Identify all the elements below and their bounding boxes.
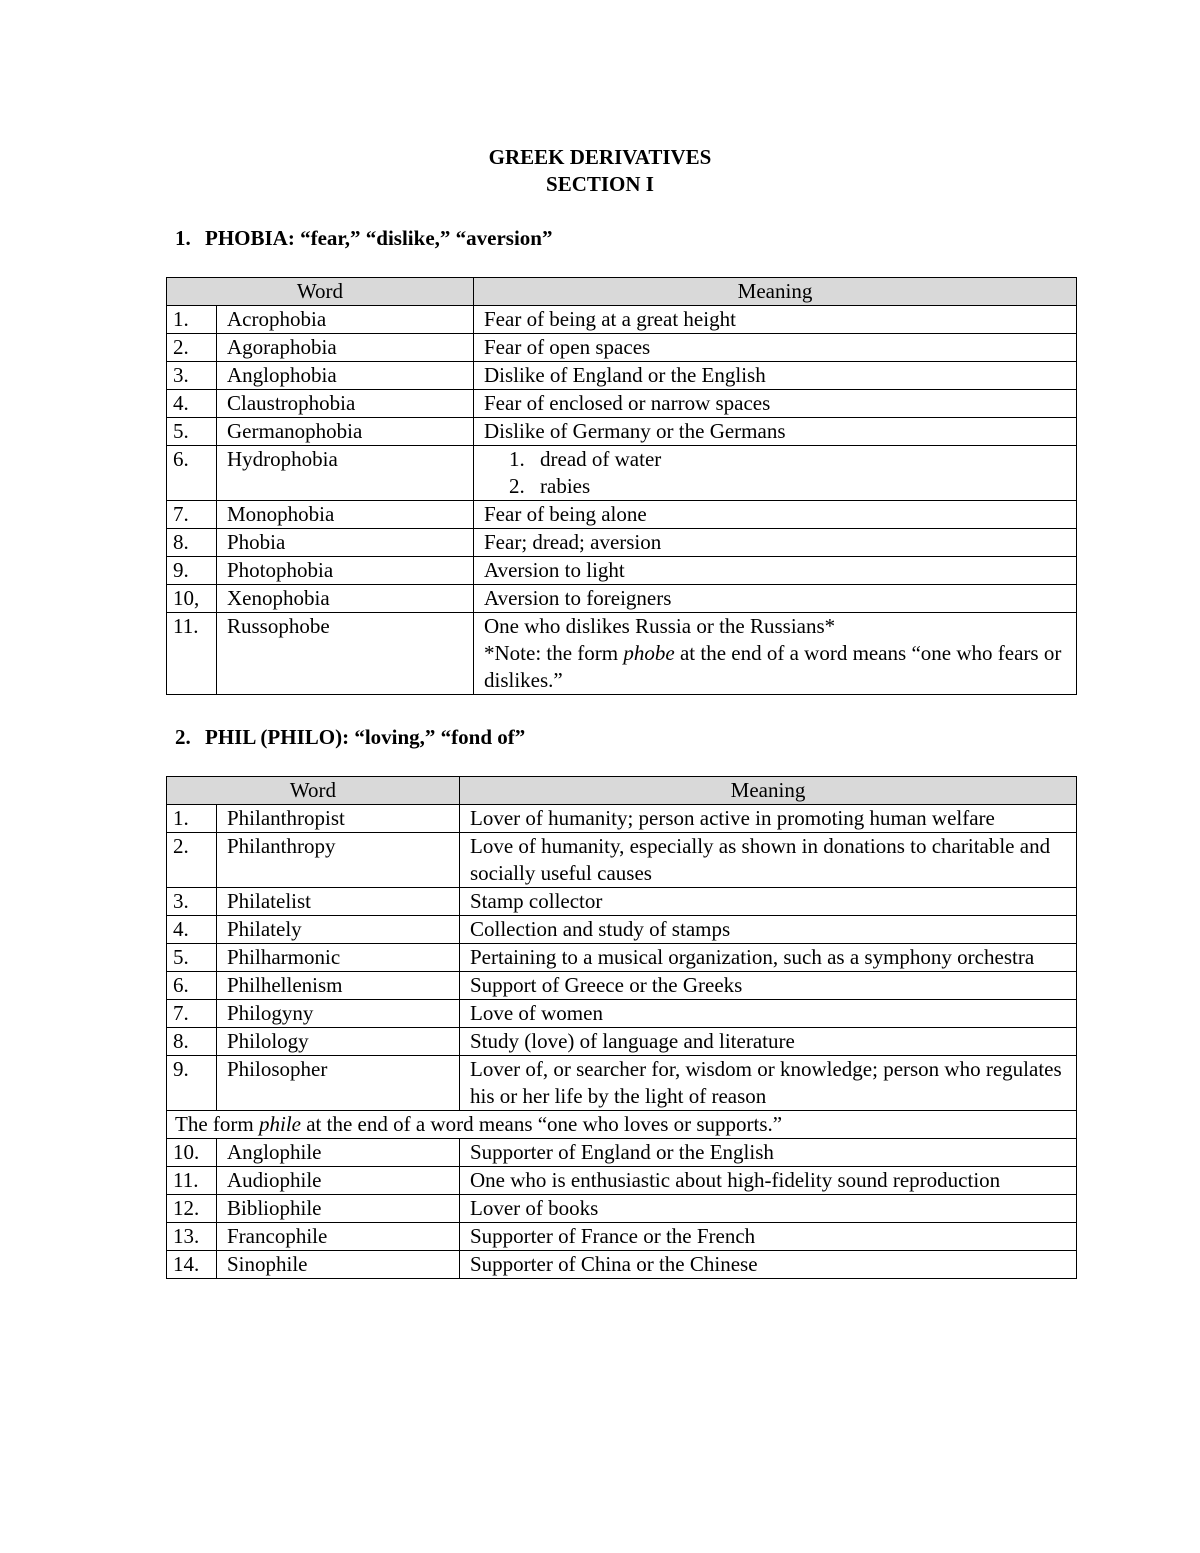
row-number: 4. — [167, 390, 217, 418]
table-row — [167, 1223, 1077, 1251]
row-meaning: Support of Greece or the Greeks — [460, 972, 1077, 1000]
row-meaning: Love of women — [460, 1000, 1077, 1028]
row-meaning: Love of humanity, especially as shown in donations to charitable and socially useful causes — [460, 833, 1077, 888]
table-row — [167, 916, 1077, 944]
row-meaning — [474, 585, 1077, 613]
row-word: Philanthropist — [217, 805, 460, 833]
table-row — [167, 972, 1077, 1000]
row-meaning — [474, 557, 1077, 585]
section-title: PHOBIA: “fear,” “dislike,” “aversion” — [205, 226, 553, 250]
row-meaning: Supporter of France or the French — [460, 1223, 1077, 1251]
row-meaning: Lover of humanity; person active in promoting human welfare — [460, 805, 1077, 833]
row-word: Russophobe — [217, 613, 474, 695]
meaning-text: Dislike of Germany or the Germans — [484, 419, 786, 443]
table-row — [167, 446, 1077, 501]
row-meaning: Study (love) of language and literature — [460, 1028, 1077, 1056]
row-word: Philosopher — [217, 1056, 460, 1111]
row-number: 8. — [167, 529, 217, 557]
row-meaning: One who is enthusiastic about high-fidelity sound reproduction — [460, 1167, 1077, 1195]
section-heading-phil — [175, 724, 525, 751]
table-row — [167, 418, 1077, 446]
phobia-table — [166, 277, 1077, 695]
row-meaning — [474, 418, 1077, 446]
row-number: 2. — [167, 334, 217, 362]
row-number: 3. — [167, 888, 217, 916]
note-term: phobe — [623, 641, 675, 665]
note-text: at the end of a word means “one who loves or supports.” — [300, 1112, 783, 1136]
table-row — [167, 362, 1077, 390]
meaning-list-item: 1. dread of water — [530, 446, 1076, 473]
row-word: Claustrophobia — [217, 390, 474, 418]
row-number: 5. — [167, 418, 217, 446]
table-row — [167, 613, 1077, 695]
table-row — [167, 1139, 1077, 1167]
row-word: Photophobia — [217, 557, 474, 585]
phile-note — [167, 1111, 1077, 1139]
table-row — [167, 944, 1077, 972]
row-number: 6. — [167, 446, 217, 501]
meaning-text: Fear of enclosed or narrow spaces — [484, 391, 771, 415]
row-number: 6. — [167, 972, 217, 1000]
row-number: 1. — [167, 805, 217, 833]
row-word: Hydrophobia — [217, 446, 474, 501]
row-word: Monophobia — [217, 501, 474, 529]
table-row — [167, 1056, 1077, 1111]
column-header-word: Word — [167, 777, 460, 805]
meaning-text: Aversion to foreigners — [484, 586, 672, 610]
row-word: Philanthropy — [217, 833, 460, 888]
note-text: at the end of a word means “one who fears or dislikes.” — [484, 641, 1062, 692]
row-meaning — [474, 529, 1077, 557]
row-word: Philatelist — [217, 888, 460, 916]
section-number: 1. — [175, 226, 191, 250]
row-number: 1. — [167, 306, 217, 334]
row-word: Philharmonic — [217, 944, 460, 972]
table-row — [167, 306, 1077, 334]
column-header-meaning: Meaning — [460, 777, 1077, 805]
row-word: Anglophobia — [217, 362, 474, 390]
row-word: Agoraphobia — [217, 334, 474, 362]
row-number: 13. — [167, 1223, 217, 1251]
row-number: 8. — [167, 1028, 217, 1056]
row-meaning — [474, 362, 1077, 390]
column-header-word: Word — [167, 278, 474, 306]
table-row — [167, 1251, 1077, 1279]
row-number: 11. — [167, 613, 217, 695]
meaning-list — [484, 446, 1076, 500]
row-meaning: Lover of, or searcher for, wisdom or knowledge; person who regulates his or her life by the light of reason — [460, 1056, 1077, 1111]
row-meaning: Supporter of England or the English — [460, 1139, 1077, 1167]
row-meaning: Pertaining to a musical organization, such as a symphony orchestra — [460, 944, 1077, 972]
page-title — [0, 144, 1200, 198]
row-number: 9. — [167, 1056, 217, 1111]
table-row — [167, 1028, 1077, 1056]
table-row — [167, 805, 1077, 833]
row-number: 11. — [167, 1167, 217, 1195]
row-word: Bibliophile — [217, 1195, 460, 1223]
row-word: Sinophile — [217, 1251, 460, 1279]
row-word: Germanophobia — [217, 418, 474, 446]
table-row — [167, 888, 1077, 916]
row-meaning: Stamp collector — [460, 888, 1077, 916]
column-header-meaning: Meaning — [474, 278, 1077, 306]
row-word: Audiophile — [217, 1167, 460, 1195]
table-row — [167, 585, 1077, 613]
row-meaning: Supporter of China or the Chinese — [460, 1251, 1077, 1279]
meaning-text: Fear of being at a great height — [484, 307, 736, 331]
row-word: Francophile — [217, 1223, 460, 1251]
row-number: 3. — [167, 362, 217, 390]
row-meaning — [474, 446, 1077, 501]
row-number: 2. — [167, 833, 217, 888]
row-word: Philology — [217, 1028, 460, 1056]
row-meaning — [474, 334, 1077, 362]
table-row — [167, 833, 1077, 888]
table-row — [167, 334, 1077, 362]
row-word: Anglophile — [217, 1139, 460, 1167]
table-row — [167, 1167, 1077, 1195]
row-meaning: Collection and study of stamps — [460, 916, 1077, 944]
table-header-row — [167, 777, 1077, 805]
row-number: 9. — [167, 557, 217, 585]
note-text: *Note: the form — [484, 641, 624, 665]
phile-note-row — [167, 1111, 1077, 1139]
row-number: 5. — [167, 944, 217, 972]
table-row — [167, 557, 1077, 585]
note-term: phile — [258, 1112, 301, 1136]
row-meaning — [474, 306, 1077, 334]
row-word: Philhellenism — [217, 972, 460, 1000]
row-meaning — [474, 501, 1077, 529]
meaning-text: Aversion to light — [484, 558, 625, 582]
row-word: Phobia — [217, 529, 474, 557]
title-line-2: SECTION I — [546, 172, 654, 196]
table-row — [167, 1195, 1077, 1223]
row-number: 7. — [167, 501, 217, 529]
row-number: 10, — [167, 585, 217, 613]
row-number: 10. — [167, 1139, 217, 1167]
row-word: Acrophobia — [217, 306, 474, 334]
meaning-text: Fear; dread; aversion — [484, 530, 662, 554]
table-row — [167, 501, 1077, 529]
row-number: 7. — [167, 1000, 217, 1028]
row-number: 4. — [167, 916, 217, 944]
note-text: The form — [175, 1112, 259, 1136]
meaning-text: Dislike of England or the English — [484, 363, 766, 387]
meaning-text: One who dislikes Russia or the Russians* — [484, 614, 836, 638]
row-word: Xenophobia — [217, 585, 474, 613]
row-meaning — [474, 613, 1077, 695]
meaning-list-item: 2. rabies — [530, 473, 1076, 500]
row-meaning: Lover of books — [460, 1195, 1077, 1223]
row-number: 12. — [167, 1195, 217, 1223]
row-meaning — [474, 390, 1077, 418]
meaning-text: Fear of open spaces — [484, 335, 651, 359]
phil-table — [166, 776, 1077, 1279]
table-row — [167, 390, 1077, 418]
table-header-row — [167, 278, 1077, 306]
title-line-1: GREEK DERIVATIVES — [488, 145, 712, 169]
section-title: PHIL (PHILO): “loving,” “fond of” — [205, 725, 526, 749]
table-row — [167, 1000, 1077, 1028]
phobe-note — [484, 640, 1076, 694]
table-row — [167, 529, 1077, 557]
row-word: Philately — [217, 916, 460, 944]
row-number: 14. — [167, 1251, 217, 1279]
section-heading-phobia — [175, 225, 552, 252]
meaning-text: Fear of being alone — [484, 502, 647, 526]
row-word: Philogyny — [217, 1000, 460, 1028]
section-number: 2. — [175, 725, 191, 749]
